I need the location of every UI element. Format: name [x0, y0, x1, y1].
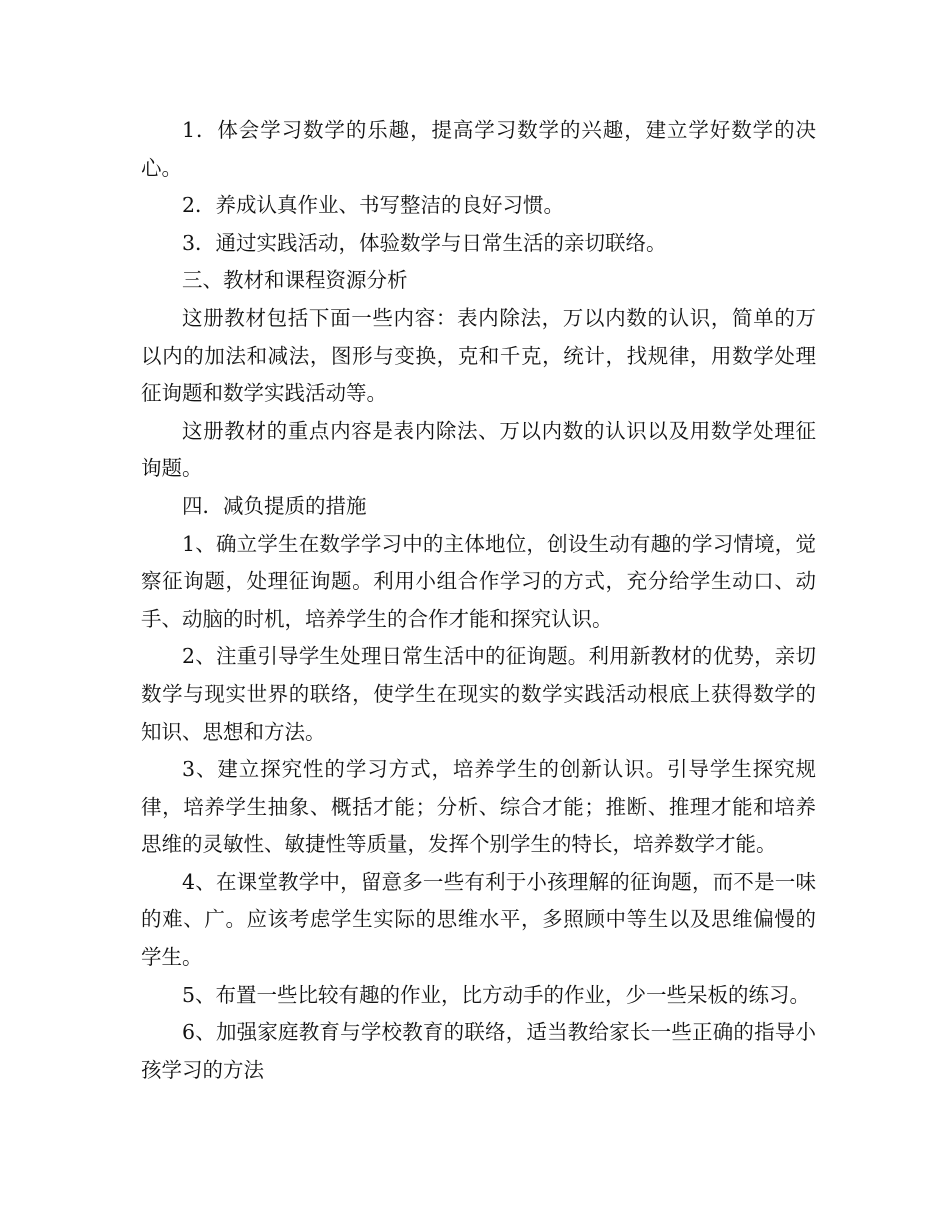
measure-item-6: 6、加强家庭教育与学校教育的联络，适当教给家长一些正确的指导小孩学习的方法: [141, 1020, 816, 1082]
document-body: [141, 112, 816, 1089]
section-heading-measures: 四．减负提质的措施: [182, 493, 367, 518]
textbook-contents-paragraph: 这册教材包括下面一些内容：表内除法，万以内数的认识，简单的万以内的加法和减法，图形与变换，克和千克，统计，找规律，用数学处理征询题和数学实践活动等。: [141, 305, 816, 406]
goal-item-1: 1．体会学习数学的乐趣，提高学习数学的兴趣，建立学好数学的决心。: [141, 118, 816, 180]
textbook-focus-paragraph: 这册教材的重点内容是表内除法、万以内数的认识以及用数学处理征询题。: [141, 418, 816, 481]
measure-item-3: 3、建立探究性的学习方式，培养学生的创新认识。引导学生探究规律，培养学生抽象、概括才能；分析、综合才能；推断、推理才能和培养思维的灵敏性、敏捷性等质量，发挥个别学生的特长，培养数学才能。: [141, 757, 816, 857]
measure-item-2: 2、注重引导学生处理日常生活中的征询题。利用新教材的优势，亲切数学与现实世界的联络，使学生在现实的数学实践活动根底上获得数学的知识、思想和方法。: [141, 644, 816, 744]
goal-item-3: 3．通过实践活动，体验数学与日常生活的亲切联络。: [182, 230, 667, 255]
measure-item-5: 5、布置一些比较有趣的作业，比方动手的作业，少一些呆板的练习。: [182, 982, 811, 1007]
section-heading-textbook-analysis: 三、教材和课程资源分析: [182, 268, 408, 293]
measure-item-4: 4、在课堂教学中，留意多一些有利于小孩理解的征询题，而不是一味的难、广。应该考虑学生实际的思维水平，多照顾中等生以及思维偏慢的学生。: [141, 869, 816, 970]
goal-item-2: 2．养成认真作业、书写整洁的良好习惯。: [182, 193, 565, 218]
measure-item-1: 1、确立学生在数学学习中的主体地位，创设生动有趣的学习情境，觉察征询题，处理征询题。利用小组合作学习的方式，充分给学生动口、动手、动脑的时机，培养学生的合作才能和探究认识。: [141, 531, 816, 631]
